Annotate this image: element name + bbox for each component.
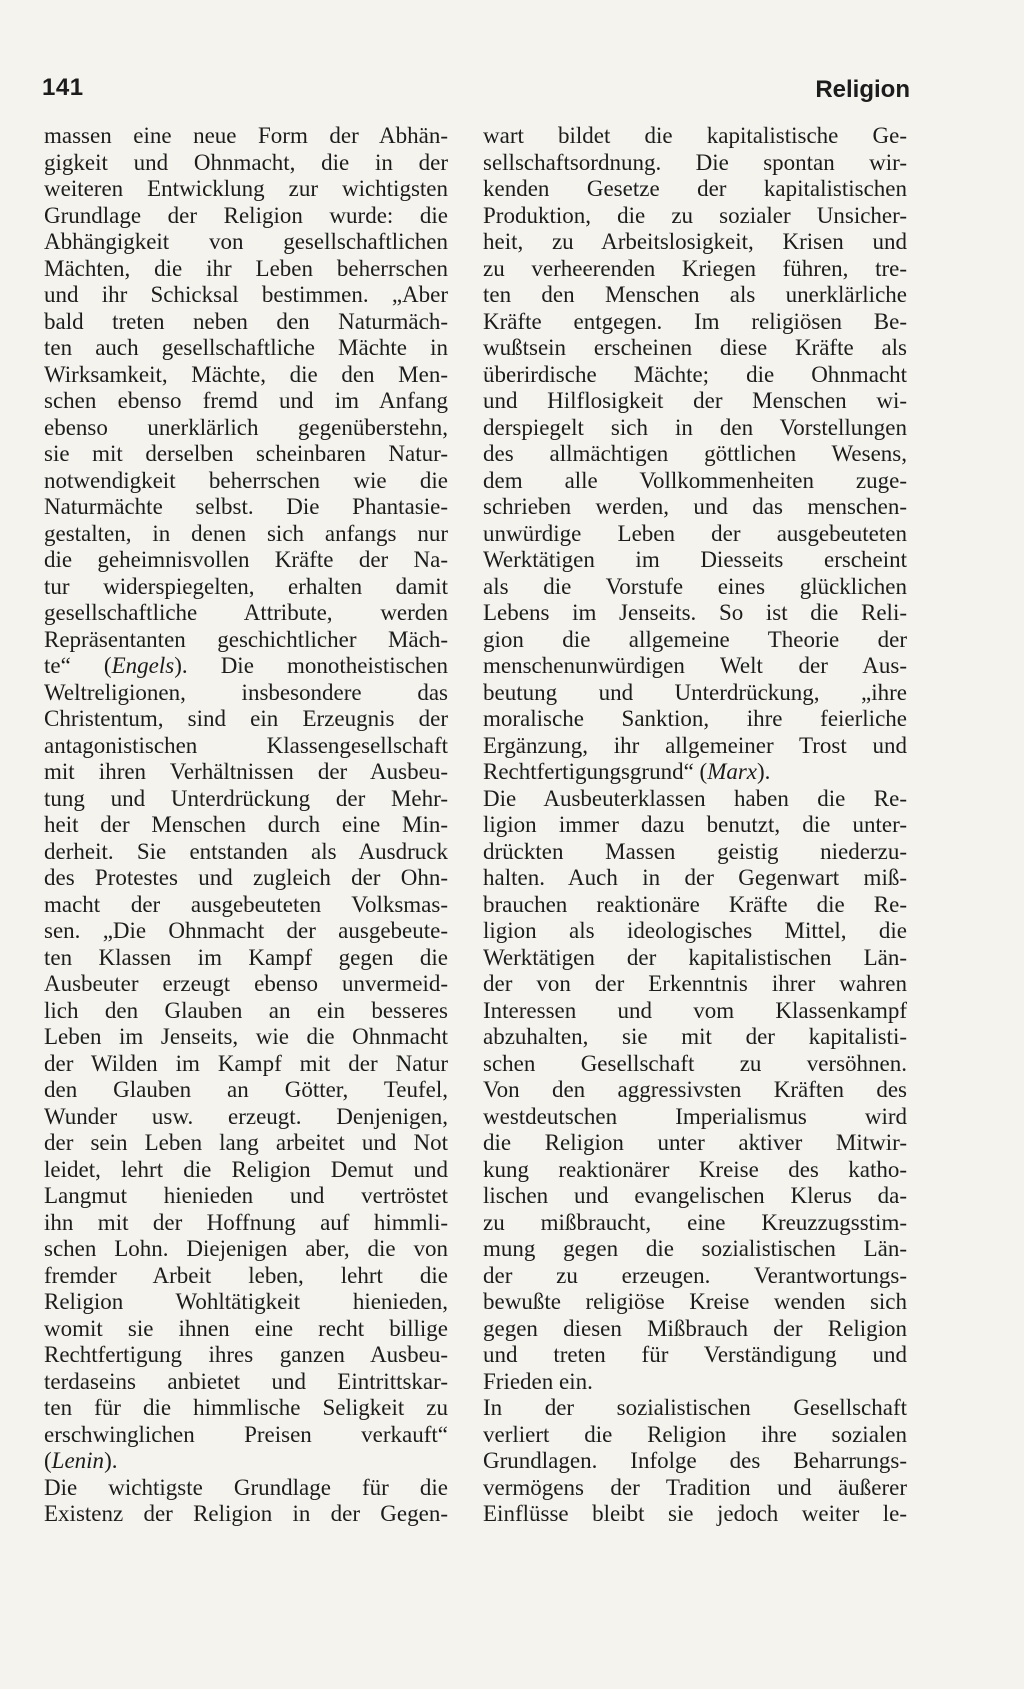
text-line: ligion immer dazu benutzt, die unter- bbox=[483, 812, 907, 837]
text-line: In der sozialistischen Gesellschaft bbox=[483, 1395, 907, 1420]
text-line: bald treten neben den Naturmäch- bbox=[44, 308, 448, 334]
text-line: notwendigkeit beherrschen wie die bbox=[44, 467, 448, 493]
text-line: schen Lohn. Diejenigen aber, die von bbox=[44, 1236, 448, 1261]
text-line: die Religion unter aktiver Mitwir- bbox=[483, 1130, 907, 1155]
text-line: sen. „Die Ohnmacht der ausgebeute- bbox=[44, 918, 448, 943]
text-line: und treten für Verständigung und bbox=[483, 1342, 907, 1367]
text-line: gegen diesen Mißbrauch der Religion bbox=[483, 1315, 907, 1341]
text-line: Werktätigen im Diesseits erscheint bbox=[483, 547, 907, 572]
text-line: Lebens im Jenseits. So ist die Reli- bbox=[483, 600, 907, 625]
text-line: Rechtfertigung ihres ganzen Ausbeu- bbox=[44, 1342, 448, 1367]
text-line: gestalten, in denen sich anfangs nur bbox=[44, 520, 448, 546]
text-line: dem alle Vollkommenheiten zuge- bbox=[483, 467, 907, 493]
text-line: Leben im Jenseits, wie die Ohnmacht bbox=[44, 1024, 448, 1049]
text-line: gigkeit und Ohnmacht, die in der bbox=[44, 149, 448, 175]
text-line: womit sie ihnen eine recht billige bbox=[44, 1315, 448, 1341]
left-text-column bbox=[44, 123, 448, 1528]
text-line: ten auch gesellschaftliche Mächte in bbox=[44, 335, 448, 360]
text-line: derheit. Sie entstanden als Ausdruck bbox=[44, 838, 448, 864]
text-line: des Protestes und zugleich der Ohn- bbox=[44, 865, 448, 890]
text-line: mit ihren Verhältnissen der Ausbeu- bbox=[44, 759, 448, 784]
text-line: brauchen reaktionäre Kräfte die Re- bbox=[483, 891, 907, 917]
text-line: antagonistischen Klassengesellschaft bbox=[44, 732, 448, 758]
text-line: der sein Leben lang arbeitet und Not bbox=[44, 1130, 448, 1155]
text-line: fremder Arbeit leben, lehrt die bbox=[44, 1262, 448, 1288]
text-line: der zu erzeugen. Verantwortungs- bbox=[483, 1262, 907, 1288]
text-segment: ( bbox=[44, 1448, 52, 1473]
text-line: gion die allgemeine Theorie der bbox=[483, 626, 907, 652]
text-line: ligion als ideologisches Mittel, die bbox=[483, 918, 907, 943]
text-line: Von den aggressivsten Kräften des bbox=[483, 1077, 907, 1102]
citation-author: Marx bbox=[707, 759, 758, 784]
text-segment: ). bbox=[104, 1448, 118, 1473]
text-line: Wirksamkeit, Mächte, die den Men- bbox=[44, 361, 448, 387]
page-number: 141 bbox=[42, 74, 84, 101]
text-line: abzuhalten, sie mit der kapitalisti- bbox=[483, 1024, 907, 1049]
text-line: überirdische Mächte; die Ohnmacht bbox=[483, 361, 907, 387]
text-line: ten den Menschen als unerklärliche bbox=[483, 282, 907, 307]
text-line: Mächten, die ihr Leben beherrschen bbox=[44, 255, 448, 281]
text-line: des allmächtigen göttlichen Wesens, bbox=[483, 441, 907, 466]
text-line: Kräfte entgegen. Im religiösen Be- bbox=[483, 308, 907, 334]
text-line: Einflüsse bleibt sie jedoch weiter le- bbox=[483, 1501, 907, 1526]
text-line: heit der Menschen durch eine Min- bbox=[44, 812, 448, 837]
text-line: ten Klassen im Kampf gegen die bbox=[44, 944, 448, 970]
text-segment: ). bbox=[757, 759, 771, 784]
text-line: Existenz der Religion in der Gegen- bbox=[44, 1501, 448, 1526]
text-line: bewußte religiöse Kreise wenden sich bbox=[483, 1289, 907, 1314]
text-line: kung reaktionärer Kreise des katho- bbox=[483, 1156, 907, 1182]
text-line: der von der Erkenntnis ihrer wahren bbox=[483, 971, 907, 996]
text-line: Grundlagen. Infolge des Beharrungs- bbox=[483, 1448, 907, 1473]
text-line: Naturmächte selbst. Die Phantasie- bbox=[44, 494, 448, 519]
text-line: der Wilden im Kampf mit der Natur bbox=[44, 1050, 448, 1076]
text-line: wart bildet die kapitalistische Ge- bbox=[483, 123, 907, 148]
text-line: Ausbeuter erzeugt ebenso unvermeid- bbox=[44, 971, 448, 996]
text-line: beutung und Unterdrückung, „ihre bbox=[483, 679, 907, 705]
text-line: Christentum, sind ein Erzeugnis der bbox=[44, 706, 448, 731]
text-line: menschenunwürdigen Welt der Aus- bbox=[483, 653, 907, 678]
text-line: als die Vorstufe eines glücklichen bbox=[483, 573, 907, 599]
text-line: Abhängigkeit von gesellschaftlichen bbox=[44, 229, 448, 254]
text-line: Grundlage der Religion wurde: die bbox=[44, 202, 448, 228]
text-line: heit, zu Arbeitslosigkeit, Krisen und bbox=[483, 229, 907, 254]
text-line: halten. Auch in der Gegenwart miß- bbox=[483, 865, 907, 890]
text-line: massen eine neue Form der Abhän- bbox=[44, 123, 448, 148]
text-line: zu mißbraucht, eine Kreuzzugsstim- bbox=[483, 1209, 907, 1235]
running-header-title: Religion bbox=[815, 76, 910, 103]
text-line: Ergänzung, ihr allgemeiner Trost und bbox=[483, 732, 907, 758]
text-line: drückten Massen geistig niederzu- bbox=[483, 838, 907, 864]
text-line bbox=[44, 1448, 448, 1475]
text-line: vermögens der Tradition und äußerer bbox=[483, 1474, 907, 1500]
text-segment: te“ ( bbox=[44, 653, 112, 678]
text-line: schen ebenso fremd und im Anfang bbox=[44, 388, 448, 413]
text-line bbox=[44, 653, 448, 680]
citation-author: Engels bbox=[111, 653, 175, 678]
text-line: sellschaftsordnung. Die spontan wir- bbox=[483, 149, 907, 175]
text-line: schrieben werden, und das menschen- bbox=[483, 494, 907, 519]
citation-author: Lenin bbox=[51, 1448, 105, 1473]
right-text-column bbox=[483, 123, 907, 1528]
text-line: gesellschaftliche Attribute, werden bbox=[44, 600, 448, 625]
text-line: wußtsein erscheinen diese Kräfte als bbox=[483, 335, 907, 360]
text-line: Langmut hienieden und vertröstet bbox=[44, 1183, 448, 1208]
text-line: westdeutschen Imperialismus wird bbox=[483, 1103, 907, 1129]
text-line: sie mit derselben scheinbaren Natur- bbox=[44, 441, 448, 466]
text-line: terdaseins anbietet und Eintrittskar- bbox=[44, 1368, 448, 1394]
text-line: tur widerspiegelten, erhalten damit bbox=[44, 573, 448, 599]
text-line: Die Ausbeuterklassen haben die Re- bbox=[483, 785, 907, 811]
text-line: ebenso unerklärlich gegenüberstehn, bbox=[44, 414, 448, 440]
text-line: schen Gesellschaft zu versöhnen. bbox=[483, 1050, 907, 1076]
text-line: mung gegen die sozialistischen Län- bbox=[483, 1236, 907, 1261]
text-line: moralische Sanktion, ihre feierliche bbox=[483, 706, 907, 731]
text-line: und Hilflosigkeit der Menschen wi- bbox=[483, 388, 907, 413]
text-line: und ihr Schicksal bestimmen. „Aber bbox=[44, 282, 448, 307]
text-segment: ). Die monotheistischen bbox=[174, 653, 448, 678]
text-line: die geheimnisvollen Kräfte der Na- bbox=[44, 547, 448, 572]
text-line: den Glauben an Götter, Teufel, bbox=[44, 1077, 448, 1102]
text-segment: Rechtfertigungsgrund“ ( bbox=[483, 759, 708, 784]
text-line: ten für die himmlische Seligkeit zu bbox=[44, 1395, 448, 1420]
text-line: Weltreligionen, insbesondere das bbox=[44, 679, 448, 705]
text-line: Frieden ein. bbox=[483, 1368, 593, 1394]
text-line: Produktion, die zu sozialer Unsicher- bbox=[483, 202, 907, 228]
text-line: macht der ausgebeuteten Volksmas- bbox=[44, 891, 448, 917]
text-line: weiteren Entwicklung zur wichtigsten bbox=[44, 176, 448, 201]
text-line: zu verheerenden Kriegen führen, tre- bbox=[483, 255, 907, 281]
text-line: derspiegelt sich in den Vorstellungen bbox=[483, 414, 907, 440]
text-line bbox=[483, 759, 907, 786]
text-line: Werktätigen der kapitalistischen Län- bbox=[483, 944, 907, 970]
text-line: erschwinglichen Preisen verkauft“ bbox=[44, 1421, 448, 1447]
text-line: Wunder usw. erzeugt. Denjenigen, bbox=[44, 1103, 448, 1129]
text-line: unwürdige Leben der ausgebeuteten bbox=[483, 520, 907, 546]
text-line: Die wichtigste Grundlage für die bbox=[44, 1474, 448, 1500]
text-line: tung und Unterdrückung der Mehr- bbox=[44, 785, 448, 811]
text-line: Religion Wohltätigkeit hienieden, bbox=[44, 1289, 448, 1314]
text-line: kenden Gesetze der kapitalistischen bbox=[483, 176, 907, 201]
text-line: leidet, lehrt die Religion Demut und bbox=[44, 1156, 448, 1182]
text-line: lischen und evangelischen Klerus da- bbox=[483, 1183, 907, 1208]
text-line: lich den Glauben an ein besseres bbox=[44, 997, 448, 1023]
text-line: Repräsentanten geschichtlicher Mäch- bbox=[44, 626, 448, 652]
text-line: Interessen und vom Klassenkampf bbox=[483, 997, 907, 1023]
text-line: verliert die Religion ihre sozialen bbox=[483, 1421, 907, 1447]
text-line: ihn mit der Hoffnung auf himmli- bbox=[44, 1209, 448, 1235]
